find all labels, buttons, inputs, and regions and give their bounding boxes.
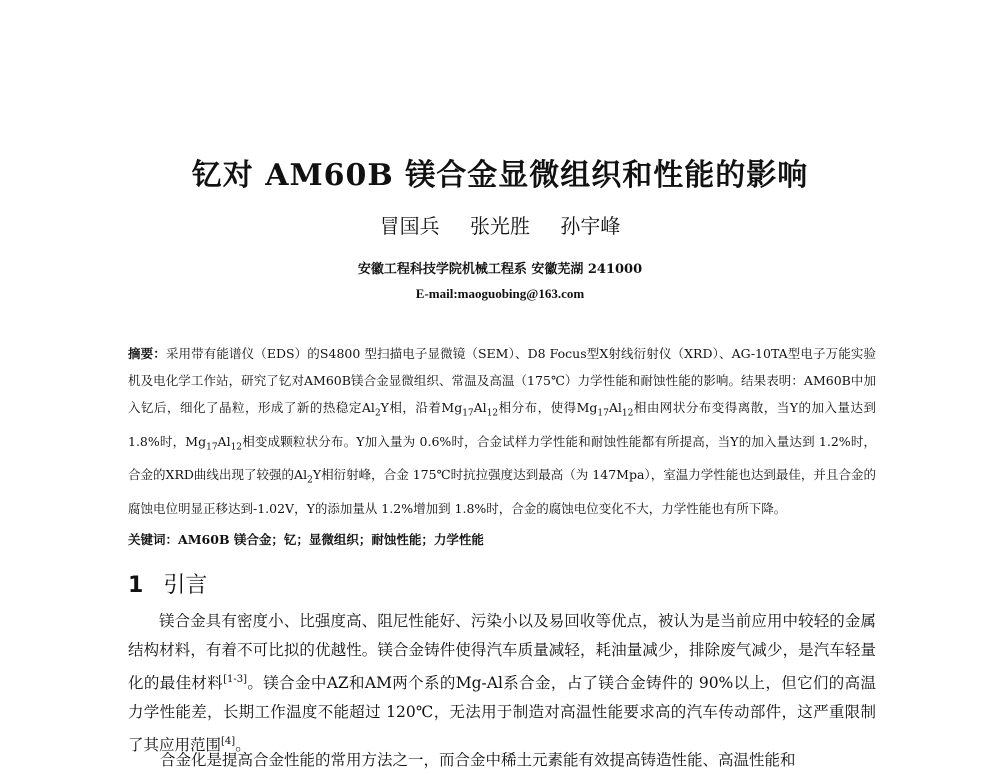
citation-ref: [4] [221,736,236,748]
paper-title: 钇对 AM60B 镁合金显微组织和性能的影响 [191,158,809,193]
paper-authors: 冒国兵 张光胜 孙宇峰 [379,214,621,238]
abstract-text: 相变成颗粒状分布。Y加入量为 0.6%时，合金试样力学性能和耐蚀性能都有所提高，当Y的加入量达到 1.2%时，合金的XRD曲线出现了较强的Al [128,433,877,482]
abstract-text: Al [473,400,487,415]
abstract-text: Y相衍射峰，合金 175℃时抗拉强度达到最高（为 147Mpa），室温力学性能也达到最佳，并且合金的腐蚀电位明显正移达到-1.02V，Y的添加量从 1.2%增加到 1.8%时，合金的腐蚀电位变化不大，力学性能也有所下降。 [128,467,877,516]
author-affiliation: 安徽工程科技学院机械工程系 安徽芜湖 241000 [357,262,643,277]
subscript: 12 [230,442,243,452]
abstract-text: 相由网状分布变得离散，当Y的加入量达到 1.8%时，Mg [128,400,876,449]
abstract-label: 摘要： [128,346,166,361]
intro-text: 。 [235,736,251,755]
section-heading [128,568,207,599]
section-title: 引言 [163,573,208,598]
keywords-text: AM60B 镁合金；钇；显微组织；耐蚀性能；力学性能 [178,532,484,547]
keywords-line [128,530,876,550]
section-number: 1 [128,573,144,598]
intro-next-paragraph-partial: 合金化是提高合金性能的常用方法之一，而合金中稀土元素能有效提高铸造性能、高温性能和 [160,751,796,769]
subscript: 2 [374,408,381,419]
intro-text: 镁合金具有密度小、比强度高、阻尼性能好、污染小以及易回收等优点，被认为是当前应用中较轻的金属结构材料，有着不可比拟的优越性。镁合金铸件使得汽车质量减轻，耗油量减少，排除废气减少，是汽车轻量化的最佳材料 [128,612,876,693]
subscript: 2 [307,475,313,486]
author-email: E-mail:maoguobing@163.com [415,286,585,301]
abstract-text: Y相，沿着Mg [380,400,463,415]
intro-text: 。镁合金中AZ和AM两个系的Mg-Al系合金，占了镁合金铸件的 90%以上，但它们的高温力学性能差，长期工作温度不能超过 120℃，无法用于制造对高温性能要求高的汽车传动部件，这严重限制了其应用范围 [128,674,876,755]
keywords-label: 关键词： [128,532,179,547]
subscript: 17 [597,408,609,419]
abstract-text: Al [608,400,622,415]
abstract-text: Al [217,433,231,449]
subscript: 12 [486,408,499,419]
subscript: 17 [462,408,474,419]
abstract-text: 采用带有能谱仪（EDS）的S4800 型扫描电子显微镜（SEM）、D8 Focus型X射线衍射仪（XRD）、AG-10TA型电子万能实验机及电化学工作站，研究了钇对AM60B镁合金显微组织、常温及高温（175℃）力学性能和耐蚀性能的影响。结果表明：AM60B中加入钇后，细化了晶粒，形成了新的热稳定Al [128,346,876,415]
abstract-paragraph [128,340,876,522]
subscript: 12 [621,408,634,419]
subscript: 17 [206,442,218,452]
citation-ref: [1-3] [223,674,248,685]
abstract-text: 相分布，使得Mg [498,400,598,415]
intro-paragraph [128,607,876,760]
